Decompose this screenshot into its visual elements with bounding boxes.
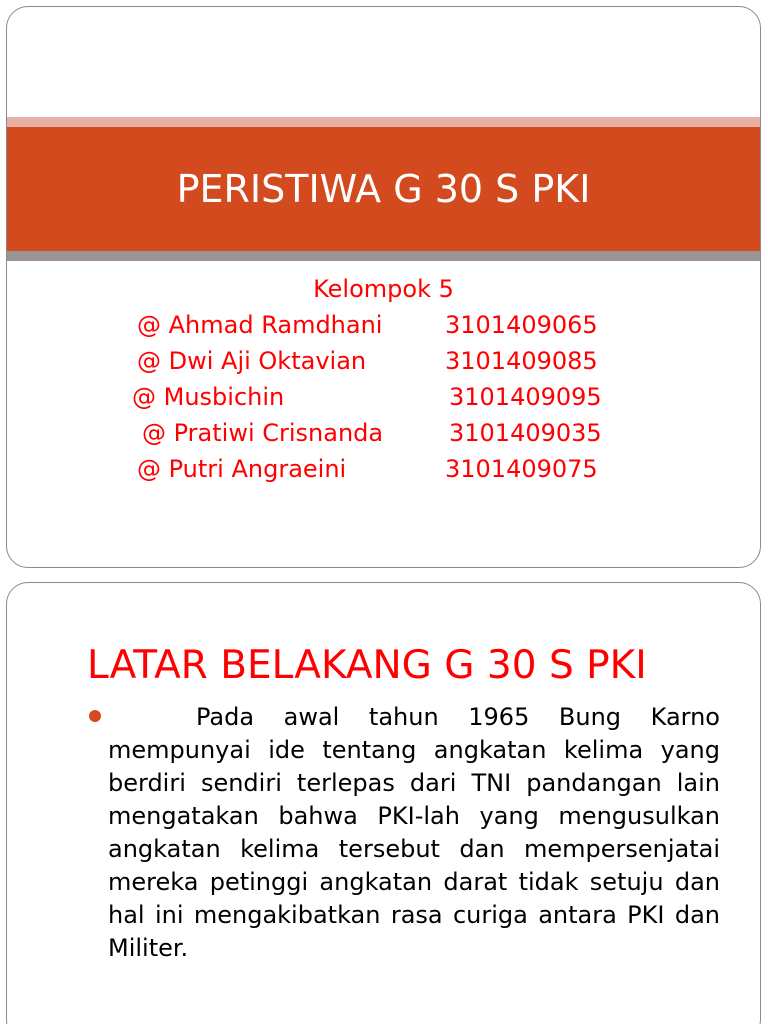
bullet-paragraph: Pada awal tahun 1965 Bung Karno mempunyai ide tentang angkatan kelima yang berdiri sendiri terlepas dari TNI pandangan lain mengatakan bahwa PKI-lah yang mengusulkan angkatan kelima tersebut dan mempersenjatai mereka petinggi angkatan darat tidak setuju dan hal ini mengakibatkan rasa curiga antara PKI dan Militer. — [108, 703, 720, 962]
group-label: Kelompok 5 — [313, 275, 454, 303]
slide-content — [6, 582, 761, 1024]
title-band-bottom-stripe — [7, 251, 760, 261]
member-name: @ Putri Angraeini — [137, 455, 347, 483]
member-name: @ Pratiwi Crisnanda — [142, 419, 384, 447]
slide-title — [6, 6, 761, 568]
member-nim: 3101409065 — [445, 311, 598, 339]
member-row — [7, 451, 760, 487]
member-name: @ Ahmad Ramdhani — [137, 311, 383, 339]
slide-heading: LATAR BELAKANG G 30 S PKI — [87, 643, 647, 688]
member-nim: 3101409075 — [445, 455, 598, 483]
member-nim: 3101409035 — [449, 419, 602, 447]
member-name: @ Musbichin — [132, 383, 285, 411]
member-row — [7, 415, 760, 451]
member-row — [7, 343, 760, 379]
member-row — [7, 307, 760, 343]
member-name: @ Dwi Aji Oktavian — [137, 347, 367, 375]
subtitle-block — [7, 271, 760, 487]
member-nim: 3101409095 — [449, 383, 602, 411]
member-row — [7, 379, 760, 415]
member-nim: 3101409085 — [445, 347, 598, 375]
title-band-top-stripe — [7, 117, 760, 127]
bullet-dot-icon — [89, 710, 101, 722]
slide-title-text: PERISTIWA G 30 S PKI — [176, 167, 591, 211]
